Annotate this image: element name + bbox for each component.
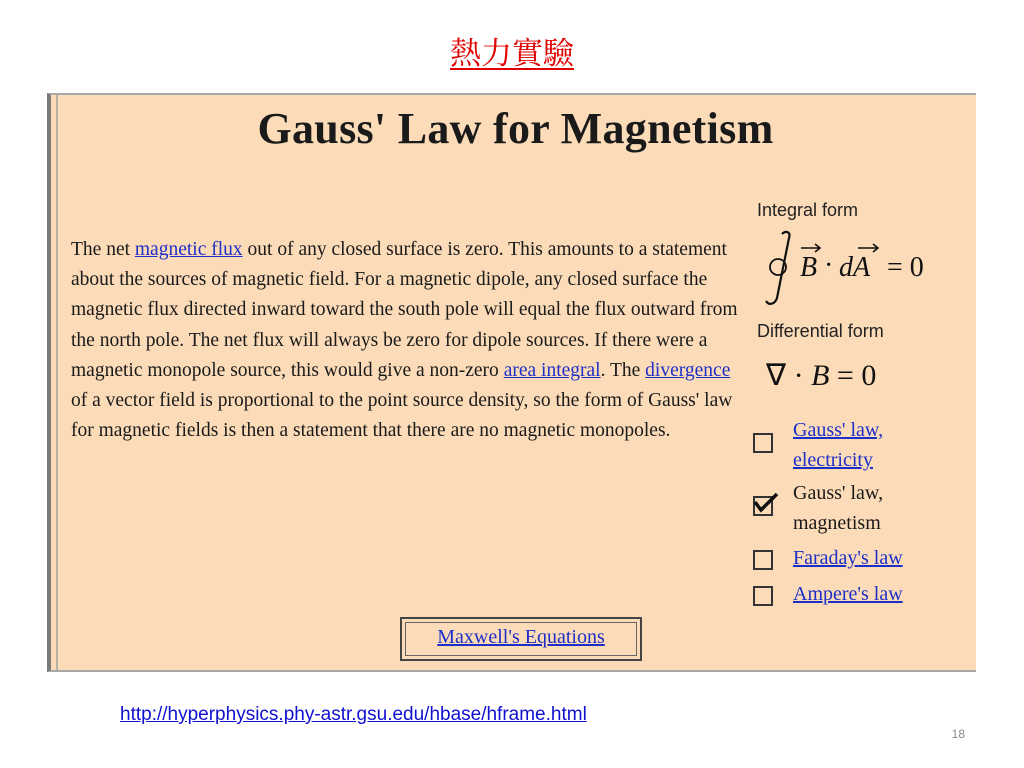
screenshot-panel — [47, 93, 976, 672]
empty-checkbox-icon[interactable] — [753, 550, 773, 570]
gauss-electricity-link[interactable]: Gauss' law, electricity — [793, 419, 884, 471]
empty-checkbox-icon[interactable] — [753, 586, 773, 606]
divergence-link[interactable]: divergence — [645, 359, 731, 381]
closed-integral-icon — [766, 232, 789, 304]
body-text-1: The net — [71, 239, 135, 260]
body-text-3: . The — [600, 359, 646, 381]
integral-form-label: Integral form — [757, 200, 859, 220]
svg-text:= 0: = 0 — [887, 252, 924, 283]
gauss-magnetism-label: Gauss' law, magnetism — [793, 482, 884, 534]
body-text-2: out of any closed surface is zero. This amounts to a statement about the sources of magnetic field. For a magnetic dipole, any closed surface the magnetic flux directed inward toward the south pole will equal the flux outward from the north pole. The net flux will always be zero for dipole sources. If there were a magnetic monopole source, this would give a non-zero — [71, 239, 738, 381]
magnetic-flux-link[interactable]: magnetic flux — [134, 239, 243, 260]
page-title: Gauss' Law for Magnetism — [257, 104, 774, 153]
empty-checkbox-icon[interactable] — [753, 433, 773, 453]
checked-checkbox[interactable] — [753, 496, 773, 516]
page-number: 18 — [951, 727, 965, 741]
body-text-4: of a vector field is proportional to the point source density, so the form of Gauss' law for magnetic fields is then a statement that there are no magnetic monopoles. — [71, 390, 733, 442]
maxwell-equations-button[interactable] — [400, 617, 642, 661]
nabla-symbol: ∇ — [766, 359, 787, 392]
faraday-law-link[interactable]: Faraday's law — [793, 547, 903, 569]
slide-title-text: 熱力實驗 — [450, 36, 574, 72]
checkmark-icon — [753, 492, 779, 514]
body-paragraph — [71, 235, 741, 446]
slide-title — [0, 28, 1024, 73]
area-integral-link[interactable]: area integral — [503, 359, 601, 381]
maxwell-equations-link[interactable]: Maxwell's Equations — [437, 626, 605, 648]
svg-text:·: · — [824, 250, 834, 281]
svg-text:dA: dA — [839, 252, 871, 283]
differential-equation: ∇ · B = 0 — [766, 359, 877, 392]
source-url-link[interactable]: http://hyperphysics.phy-astr.gsu.edu/hbase/hframe.html — [120, 704, 587, 725]
differential-form-label: Differential form — [757, 321, 884, 341]
svg-text:B: B — [800, 252, 818, 283]
integral-equation — [763, 228, 973, 308]
ampere-law-link[interactable]: Ampere's law — [793, 583, 903, 605]
